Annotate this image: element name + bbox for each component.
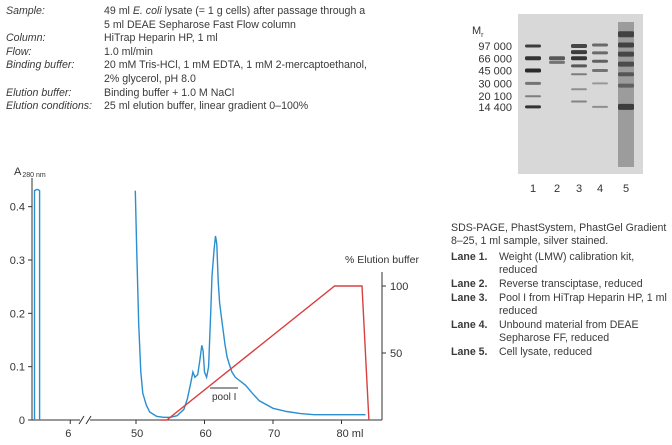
param-label: Binding buffer: [6,59,75,72]
gel-band [571,73,587,75]
gel-band [592,44,608,47]
gel-caption [451,222,672,359]
lane-number: 5 [622,183,630,195]
gel-band [592,106,608,108]
y2-tick-label: 50 [390,348,403,360]
gel-band [571,44,587,48]
sample-amount: 49 ml [104,5,133,17]
y-axis-label: A280 nm [14,166,46,179]
gel-band [549,61,565,64]
lane-description: Unbound material from DEAE Sepharose FF, reduced [499,319,639,344]
gel-band [525,82,541,85]
x-tick-label: 80 ml [336,428,364,440]
lane-legend-item [451,319,672,345]
lane-label: Lane 4. [451,319,488,331]
mw-marker-label: 66 000 [478,53,512,66]
lane-label: Lane 3. [451,292,488,304]
lane-description: Cell lysate, reduced [499,346,593,358]
gel-band [592,60,608,63]
lane-number: 1 [529,183,537,195]
lane-legend-item [451,278,672,291]
y-tick-label: 0.2 [9,308,25,321]
param-label: Sample: [6,5,45,17]
param-value: 1.0 ml/min [104,45,153,58]
lane-label: Lane 5. [451,346,488,358]
sds-page-gel [470,14,670,214]
chromatogram-chart [0,160,420,445]
x-tick-label: 70 [268,428,281,440]
lane-legend-item [451,292,672,318]
mw-marker-label: 20 100 [478,91,512,104]
gel-band [525,68,541,72]
gel-band [592,51,608,54]
x-tick-label: 6 [65,428,72,440]
x-tick-label: 50 [131,428,144,440]
param-label: Flow: [6,45,32,58]
lane-description: Weight (LMW) calibration kit, reduced [499,251,635,276]
y2-axis-label: % Elution buffer [345,254,419,266]
param-flow [6,46,426,60]
y2-tick-label: 100 [390,281,409,293]
mw-marker-label: 97 000 [478,40,512,53]
elution-gradient-line [161,286,369,420]
gel-band [571,101,587,103]
lane-label: Lane 1. [451,251,488,263]
chart-lines [35,190,369,420]
gel-band [525,95,541,97]
gel-band [571,50,587,54]
a280-trace-segment [35,190,40,420]
gel-smear [618,22,634,167]
y-tick-label: 0.4 [9,201,25,214]
gel-band [549,56,565,60]
organism-name: E. coli [132,5,162,17]
x-ticks [65,420,363,440]
binding-buffer-line1: 20 mM Tris-HCl, 1 mM EDTA, 1 mM 2-mercaptoethanol, [104,59,367,72]
param-binding-buffer [6,59,426,86]
param-value [104,59,426,86]
gel-band [592,82,608,84]
x-tick-label: 60 [199,428,212,440]
param-value: Binding buffer + 1.0 M NaCl [104,86,235,99]
param-sample [6,5,426,32]
binding-buffer-line2: 2% glycerol, pH 8.0 [104,72,196,85]
lane-number: 2 [553,183,561,195]
gel-band [525,44,541,47]
mw-marker-label: 14 400 [478,101,512,114]
gel-band [571,88,587,90]
param-label: Elution buffer: [6,86,72,99]
param-label: Column: [6,32,46,45]
gel-band [525,56,541,60]
param-value: 25 ml elution buffer, linear gradient 0–100% [104,100,309,113]
pool-annotation: pool I [212,392,237,403]
param-column [6,32,426,46]
y-tick-label: 0 [18,415,25,427]
gel-band [571,56,587,60]
method-parameters [6,5,426,114]
lane-number: 4 [596,183,604,195]
y-ticks [10,202,32,427]
mr-label: $M_r$ [472,25,484,39]
gel-band [571,64,587,67]
lane-description: Reverse transciptase, reduced [499,278,643,290]
lane-label: Lane 2. [451,278,488,290]
mw-marker-label: 45 000 [478,65,512,78]
lane-description: Pool I from HiTrap Heparin HP, 1 ml reduced [499,292,667,317]
lane-legend-item [451,251,672,277]
lane-legend-item [451,346,672,359]
param-value: HiTrap Heparin HP, 1 ml [104,32,218,45]
gel-band [592,69,608,72]
y-tick-label: 0.3 [9,255,25,267]
sample-description: lysate (= 1 g cells) after passage through a [161,5,366,17]
mw-marker-label: 30 000 [478,78,512,91]
y-tick-label: 0.1 [9,361,25,374]
y2-ticks [382,281,408,360]
param-elution-conditions [6,100,426,114]
param-value [104,5,426,32]
lane-numbers [530,183,629,195]
a280-trace-segment [135,191,365,418]
param-elution-buffer [6,87,426,101]
caption-intro: SDS-PAGE, PhastSystem, PhastGel Gradient 8–25, 1 ml sample, silver stained. [451,222,667,247]
param-label: Elution conditions: [6,100,92,113]
molecular-weight-markers [478,41,512,114]
gel-band [525,105,541,108]
sample-description-line2: 5 ml DEAE Sepharose Fast Flow column [104,18,296,31]
lane-number: 3 [575,183,583,195]
